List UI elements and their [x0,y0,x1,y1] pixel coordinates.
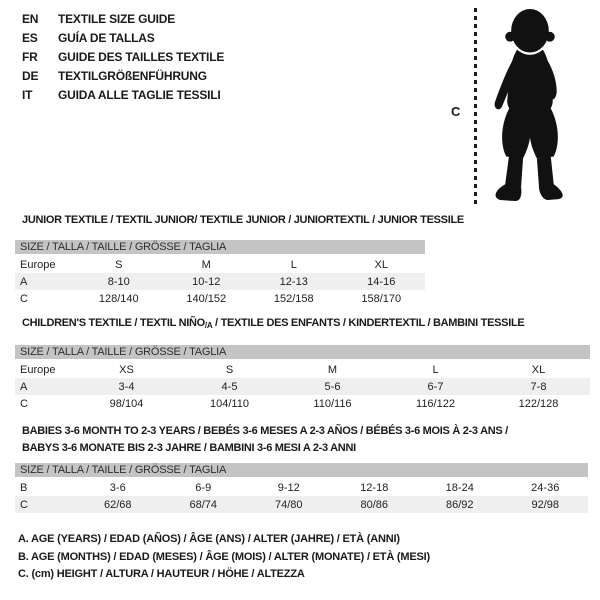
babies-table-title [22,425,508,454]
size-cell: 3-6 [109,481,126,494]
lang-label: TEXTILGRÖßENFÜHRUNG [58,68,207,83]
lang-code: FR [22,49,38,64]
table-row [15,361,590,378]
junior-table-title: JUNIOR TEXTILE / TEXTIL JUNIOR/ TEXTILE JUNIOR / JUNIORTEXTIL / JUNIOR TESSILE [22,214,464,226]
size-cell: 62/68 [103,498,132,511]
lang-label: GUIDA ALLE TAGLIE TESSILI [58,87,221,102]
lang-row-es [22,28,224,47]
row-label: A [20,380,28,393]
footnotes [18,533,430,586]
row-label: A [20,275,28,288]
size-cell: 6-7 [427,380,444,393]
size-cell: S [115,258,123,271]
size-cell: XS [119,363,134,376]
table-row [15,273,425,290]
row-label: Europe [20,363,56,376]
lang-code: EN [22,11,39,26]
size-cell: L [290,258,297,271]
size-cell: 9-12 [277,481,300,494]
size-header-bar: SIZE / TALLA / TAILLE / GRÖSSE / TAGLIA [15,345,590,359]
size-cell: 5-6 [324,380,341,393]
size-cell: 6-9 [195,481,212,494]
size-cell: M [327,363,338,376]
size-cell: XL [531,363,546,376]
footnote-c: C. (cm) HEIGHT / ALTURA / HAUTEUR / HÖHE / ALTEZZA [18,568,305,580]
row-label: B [20,481,28,494]
children-table-title [22,317,524,330]
table-row [15,496,588,513]
babies-title-line2: BABYS 3-6 MONATE BIS 2-3 JAHRE / BAMBINI 3-6 MESI A 2-3 ANNI [22,442,356,454]
children-table [15,345,590,412]
height-dashed-line [474,8,477,206]
baby-silhouette-icon [487,6,567,211]
table-row [15,378,590,395]
size-cell: 158/170 [361,292,402,305]
size-cell: 86/92 [445,498,474,511]
size-cell: 116/122 [416,397,455,410]
lang-row-it [22,85,224,104]
lang-code: DE [22,68,39,83]
size-cell: 12-13 [279,275,308,288]
lang-label: GUIDE DES TAILLES TEXTILE [58,49,225,64]
lang-row-en [22,9,224,28]
babies-title-line1: BABIES 3-6 MONTH TO 2-3 YEARS / BEBÉS 3-6 MESES A 2-3 AÑOS / BÉBÉS 3-6 MOIS À 2-3 ANS / [22,425,508,437]
size-cell: 122/128 [518,397,559,410]
footnote-a: A. AGE (YEARS) / EDAD (AÑOS) / ÂGE (ANS) / ALTER (JAHRE) / ETÀ (ANNI) [18,533,400,545]
lang-code: ES [22,30,38,45]
size-cell: 98/104 [109,397,144,410]
size-cell: 80/86 [360,498,389,511]
table-row [15,479,588,496]
size-cell: 104/110 [210,397,249,410]
size-cell: 140/152 [186,292,227,305]
size-cell: 74/80 [274,498,303,511]
size-cell: 3-4 [118,380,135,393]
size-header-bar: SIZE / TALLA / TAILLE / GRÖSSE / TAGLIA [15,240,425,254]
children-title-main: CHILDREN'S TEXTILE / TEXTIL NIÑO [22,317,205,329]
lang-row-de [22,66,224,85]
row-label: Europe [20,258,56,271]
children-title-rest: / TEXTILE DES ENFANTS / KINDERTEXTIL / BAMBINI TESSILE [212,317,525,329]
size-cell: L [432,363,439,376]
size-cell: 7-8 [530,380,547,393]
junior-table [15,240,425,307]
height-measure-label: C [451,104,461,119]
size-cell: 92/98 [531,498,560,511]
babies-table [15,463,588,513]
lang-code: IT [22,87,33,102]
row-label: C [20,498,28,511]
size-cell: 8-10 [107,275,130,288]
footnote-b: B. AGE (MONTHS) / EDAD (MESES) / ÂGE (MOIS) / ALTER (MONATE) / ETÀ (MESI) [18,550,430,563]
size-cell: 4-5 [221,380,238,393]
size-cell: 152/158 [273,292,314,305]
language-list [22,9,224,104]
size-cell: 128/140 [98,292,139,305]
size-cell: 110/116 [313,397,352,410]
size-cell: 10-12 [192,275,221,288]
table-row [15,395,590,412]
size-cell: 12-18 [360,481,389,494]
table-row [15,290,425,307]
size-cell: S [225,363,234,376]
size-cell: 18-24 [445,481,474,494]
row-label: C [20,292,28,305]
table-row [15,256,425,273]
lang-label: GUÍA DE TALLAS [58,30,155,45]
lang-label: TEXTILE SIZE GUIDE [58,11,176,26]
size-header-bar: SIZE / TALLA / TAILLE / GRÖSSE / TAGLIA [15,463,588,477]
size-cell: 14-16 [367,275,396,288]
size-cell: M [201,258,211,271]
size-cell: XL [374,258,388,271]
row-label: C [20,397,28,410]
size-cell: 24-36 [531,481,560,494]
lang-row-fr [22,47,224,66]
size-cell: 68/74 [189,498,218,511]
children-title-subscript: /A [204,321,213,330]
